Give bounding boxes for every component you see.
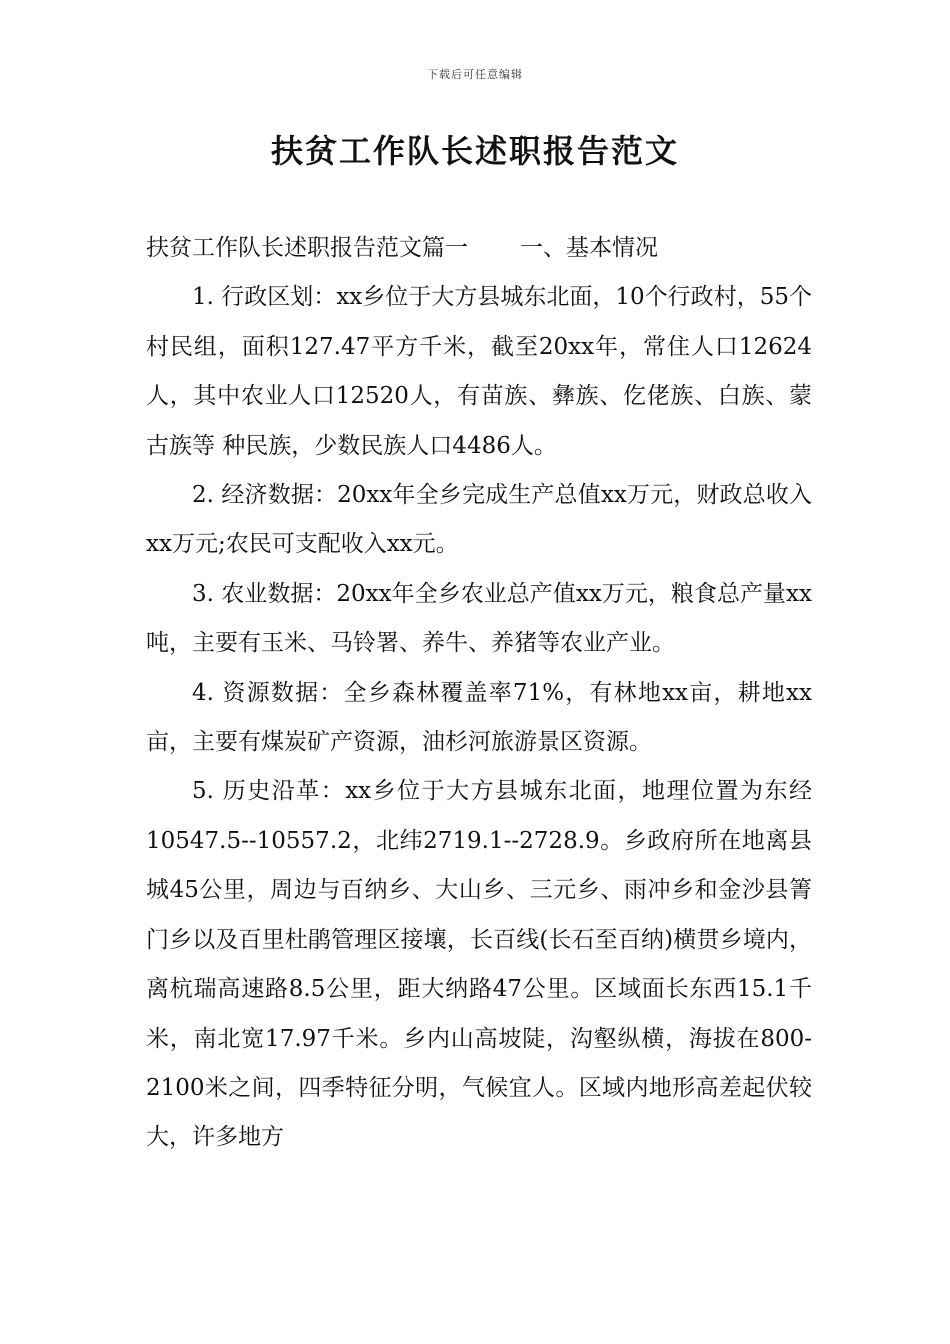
paragraph-2: 2. 经济数据：20xx年全乡完成生产总值xx万元，财政总收入xx万元;农民可支配收入xx元。 bbox=[146, 482, 812, 558]
document-body bbox=[146, 224, 812, 1163]
paragraph-1: 1. 行政区划：xx乡位于大方县城东北面，10个行政村，55个村民组，面积127.47平方千米，截至20xx年，常住人口12624人，其中农业人口12520人，有苗族、彝族、仡佬族、白族、蒙古族等 种民族，少数民族人口4486人。 bbox=[146, 284, 812, 459]
paragraph-4: 4. 资源数据：全乡森林覆盖率71%，有林地xx亩，耕地xx亩，主要有煤炭矿产资源，油杉河旅游景区资源。 bbox=[146, 679, 812, 756]
intro-part-a: 扶贫工作队长述职报告范文篇一 bbox=[146, 235, 468, 261]
paragraph-5: 5. 历史沿革：xx乡位于大方县城东北面，地理位置为东经10547.5--10557.2，北纬2719.1--2728.9。乡政府所在地离县城45公里，周边与百纳乡、大山乡、三元乡、雨冲乡和金沙县箐门乡以及百里杜鹃管理区接壤，长百线(长石至百纳)横贯乡境内，离杭瑞高速路8.5公里，距大纳路47公里。区域面长东西15.1千米，南北宽17.97千米。乡内山高坡陡，沟壑纵横，海拔在800-2100米之间，四季特征分明，气候宜人。区域内地形高差起伏较大，许多地方 bbox=[146, 778, 812, 1151]
header-note: 下载后可任意编辑 bbox=[427, 68, 523, 81]
intro-line bbox=[146, 224, 812, 273]
document-title: 扶贫工作队长述职报告范文 bbox=[270, 132, 679, 170]
intro-part-b: 一、基本情况 bbox=[520, 235, 658, 261]
paragraph-3: 3. 农业数据：20xx年全乡农业总产值xx万元，粮食总产量xx吨，主要有玉米、马铃署、养牛、养猪等农业产业。 bbox=[146, 580, 812, 657]
